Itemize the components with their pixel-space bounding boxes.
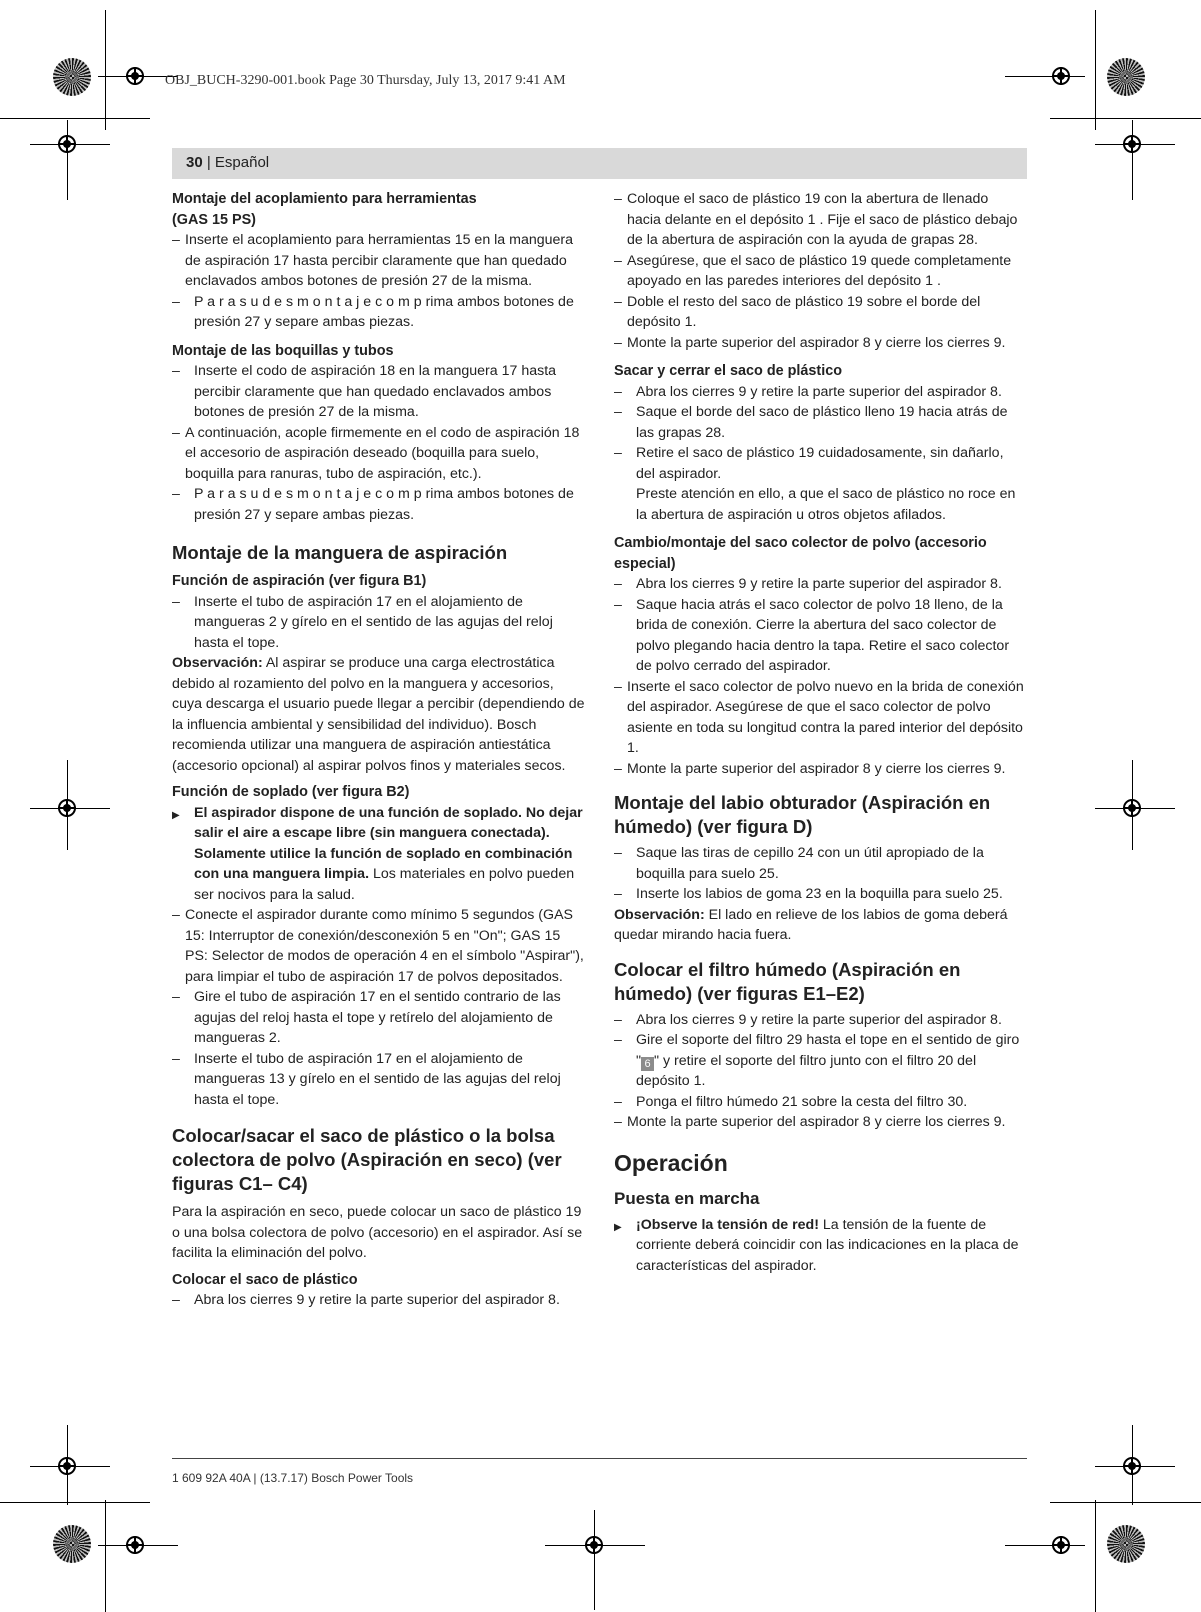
list-item: – Retire el saco de plástico 19 cuidadosamente, sin dañarlo, del aspirador. (614, 445, 1004, 482)
list-item: – Ponga el filtro húmedo 21 sobre la cesta del filtro 30. (614, 1093, 968, 1110)
header-language: Español (214, 154, 270, 171)
section-title-tool-coupling: Montaje del acoplamiento para herramientas (172, 191, 477, 207)
list-item: – P a r a s u d e s m o n t a j e c o m p rima ambos botones de presión 27 y separe ambas piezas. (172, 293, 574, 330)
list-item: – Saque el borde del saco de plástico lleno 19 hacia atrás de las grapas 28. (614, 404, 1008, 441)
subsection-title-blowing: Función de soplado (ver figura B2) (172, 784, 410, 800)
warning-arrow-icon: ▶ (614, 1221, 622, 1233)
section-title-remove-bag: Sacar y cerrar el saco de plástico (614, 363, 842, 379)
list-item: – Abra los cierres 9 y retire la parte superior del aspirador 8. (614, 383, 1002, 400)
left-column (172, 189, 587, 1311)
observation-paragraph: Observación: El lado en relieve de los labios de goma deberá quedar mirando hacia fuera. (614, 906, 1008, 943)
section-title-dust-bag: Cambio/montaje del saco colector de polvo (accesorio especial) (614, 535, 987, 572)
warning-item: ▶ ¡Observe la tensión de red! La tensión de la fuente de corriente deberá coincidir con las indicaciones en la placa de características del aspirador. (614, 1216, 1019, 1274)
page-number: 30 (186, 154, 203, 171)
list-item: – A continuación, acople firmemente en el codo de aspiración 18 el accesorio de aspiración deseado (boquilla para suelo, boquilla para ranuras, tubo de aspiración, etc.). (172, 424, 580, 482)
header-separator: | (202, 154, 215, 171)
list-item: – Doble el resto del saco de plástico 19 sobre el borde del depósito 1. (614, 293, 981, 330)
list-item: – Saque hacia atrás el saco colector de polvo 18 lleno, de la brida de conexión. Cierre la abertura del saco colector de polvo plegando hacia dentro la tapa. Retire el saco colector de polvo cerrado del aspirador. (614, 596, 1010, 674)
list-item: – Abra los cierres 9 y retire la parte superior del aspirador 8. (614, 576, 1002, 592)
section-heading-sealing-lip: Montaje del labio obturador (Aspiración en húmedo) (ver figura D) (614, 792, 991, 837)
registration-disc-bottom-left (53, 1525, 91, 1563)
list-item: – Saque las tiras de cepillo 24 con un útil apropiado de la boquilla para suelo 25. (614, 845, 984, 882)
list-item: – Inserte el tubo de aspiración 17 en el alojamiento de mangueras 13 y gírelo en el sentido de las agujas del reloj hasta el tope. (172, 1050, 561, 1108)
warning-item: ▶ El aspirador dispone de una función de soplado. No dejar salir el aire a escape libre (sin manguera conectada). Solamente utilice la función de soplado en combinación con una manguera limpia. Los materiales en polvo pueden ser nocivos para la salud. (172, 804, 583, 903)
paragraph: Para la aspiración en seco, puede colocar un saco de plástico 19 o una bolsa colectora de polvo (accesorio) en el aspirador. Así se facilita la eliminación del polvo. (172, 1204, 583, 1261)
section-heading-start-up: Puesta en marcha (614, 1188, 760, 1208)
list-item: – Abra los cierres 9 y retire la parte superior del aspirador 8. (614, 1011, 1002, 1028)
list-item: – Conecte el aspirador durante como mínimo 5 segundos (GAS 15: Interruptor de conexión/desconexión 5 en "On"; GAS 15 PS: Selector de modos de operación 4 en el símbolo "Aspirar"), para limpiar el tubo de aspiración 17 de polvos depositados. (172, 907, 584, 985)
list-item: – Inserte los labios de goma 23 en la boquilla para suelo 25. (614, 886, 1003, 902)
registration-disc-bottom-right (1107, 1525, 1145, 1563)
list-item: – Gire el tubo de aspiración 17 en el sentido contrario de las agujas del reloj hasta el tope y retírelo del alojamiento de mangueras 2. (172, 989, 561, 1046)
section-title-tool-coupling-model: (GAS 15 PS) (172, 211, 256, 228)
page-header-bar (172, 148, 1027, 179)
list-item: – Coloque el saco de plástico 19 con la abertura de llenado hacia delante en el depósito 1 . Fije el saco de plástico debajo de la abertura de aspiración con la ayuda de grapas 28. (614, 191, 1018, 248)
footer-rule (172, 1458, 1027, 1459)
printer-slug: OBJ_BUCH-3290-001.book Page 30 Thursday, July 13, 2017 9:41 AM (165, 73, 566, 88)
list-item: – Inserte el codo de aspiración 18 en la manguera 17 hasta percibir claramente que han quedado enclavados ambos botones de presión 27 de la misma. (172, 363, 557, 420)
page-header (186, 154, 269, 171)
list-item: – Asegúrese, que el saco de plástico 19 quede completamente apoyado en las paredes interiores del depósito 1 . (614, 252, 1012, 289)
list-item: – Inserte el acoplamiento para herramientas 15 en la manguera de aspiración 17 hasta percibir claramente que han quedado enclavados ambos botones de presión 27 de la misma. (172, 232, 574, 289)
right-column (614, 189, 1026, 1276)
observation-paragraph: Observación: Al aspirar se produce una carga electrostática debido al rozamiento del polvo en la manguera y accesorios, cuya descarga el usuario puede llegar a percibir (dependiendo de la influencia ambiental y sensibilidad del individuo). Bosch recomienda utilizar una manguera de aspiración antiestática (accesorio opcional) al aspirar polvos finos y materiales secos. (172, 655, 585, 774)
section-title-nozzles: Montaje de las boquillas y tubos (172, 342, 394, 359)
list-item: – Inserte el saco colector de polvo nuevo en la brida de conexión del aspirador. Asegúrese de que el saco colector de polvo asiente en toda su longitud contra la pared interior del depósito 1. (614, 678, 1024, 756)
list-item: – Monte la parte superior del aspirador 8 y cierre los cierres 9. (614, 334, 1006, 351)
list-item: – Inserte el tubo de aspiración 17 en el alojamiento de mangueras 2 y gírelo en el sentido de las agujas del reloj hasta el tope. (172, 593, 553, 651)
list-item: – Gire el soporte del filtro 29 hasta el tope en el sentido de giro " 6 " y retire el soporte del filtro junto con el filtro 20 del depósito 1. (614, 1032, 1020, 1089)
list-item: – P a r a s u d e s m o n t a j e c o m p rima ambos botones de presión 27 y separe ambas piezas. (172, 486, 574, 523)
note-paragraph: Preste atención en ello, a que el saco de plástico no roce en la abertura de aspiración u otros objetos afilados. (636, 486, 1016, 523)
subsection-title-suction: Función de aspiración (ver figura B1) (172, 573, 427, 589)
list-item: – Monte la parte superior del aspirador 8 y cierre los cierres 9. (614, 1114, 1006, 1130)
subsection-title-place-bag: Colocar el saco de plástico (172, 1271, 358, 1288)
page-footer: 1 609 92A 40A | (13.7.17) Bosch Power Tools (172, 1471, 414, 1485)
rotation-direction-icon: 6 (641, 1057, 654, 1071)
list-item: – Monte la parte superior del aspirador 8 y cierre los cierres 9. (614, 760, 1006, 777)
warning-arrow-icon: ▶ (172, 809, 180, 821)
section-heading-hose: Montaje de la manguera de aspiración (172, 542, 508, 563)
list-item: – Abra los cierres 9 y retire la parte superior del aspirador 8. (172, 1292, 560, 1308)
registration-disc-top-right (1107, 58, 1145, 96)
section-heading-plastic-bag: Colocar/sacar el saco de plástico o la bolsa colectora de polvo (Aspiración en seco) (ver figuras C1– C4) (172, 1125, 562, 1194)
section-heading-wet-filter: Colocar el filtro húmedo (Aspiración en húmedo) (ver figuras E1–E2) (614, 958, 961, 1004)
registration-disc-top-left (53, 58, 91, 96)
chapter-heading-operation: Operación (614, 1149, 728, 1176)
